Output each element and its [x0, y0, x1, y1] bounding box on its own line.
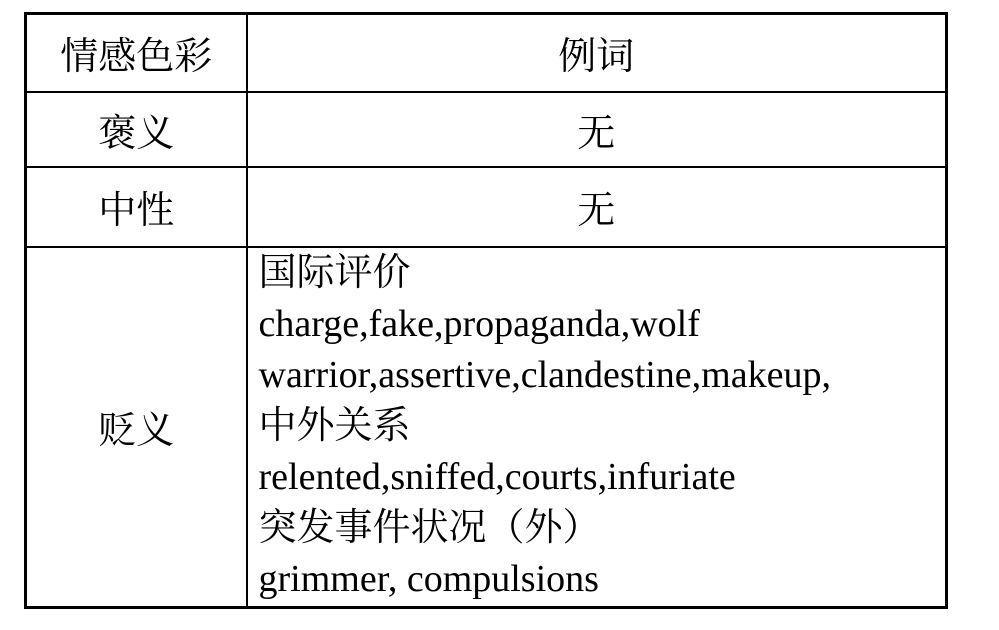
table-row-commendatory	[26, 92, 947, 167]
neutral-label: 中性	[26, 167, 247, 247]
example-line-words-1: charge,fake,propaganda,wolf	[258, 303, 700, 346]
example-line-topic-1: 国际评价	[258, 252, 411, 295]
example-line-topic-3: 突发事件状况（外）	[258, 507, 601, 550]
example-line-words-4: grimmer, compulsions	[258, 558, 599, 601]
table-header-row	[26, 14, 947, 92]
table-row-derogatory	[26, 247, 947, 608]
derogatory-label: 贬义	[26, 247, 247, 608]
example-line-topic-2: 中外关系	[258, 405, 411, 448]
neutral-examples: 无	[247, 167, 947, 247]
sentiment-examples-table	[24, 12, 948, 609]
commendatory-examples: 无	[247, 92, 947, 167]
derogatory-examples	[247, 247, 947, 608]
commendatory-label: 褒义	[26, 92, 247, 167]
header-example-words: 例词	[247, 14, 947, 92]
example-line-words-3: relented,sniffed,courts,infuriate	[258, 456, 736, 499]
table-row-neutral	[26, 167, 947, 247]
example-line-words-2: warrior,assertive,clandestine,makeup,	[258, 354, 831, 397]
header-sentiment-color: 情感色彩	[26, 14, 247, 92]
